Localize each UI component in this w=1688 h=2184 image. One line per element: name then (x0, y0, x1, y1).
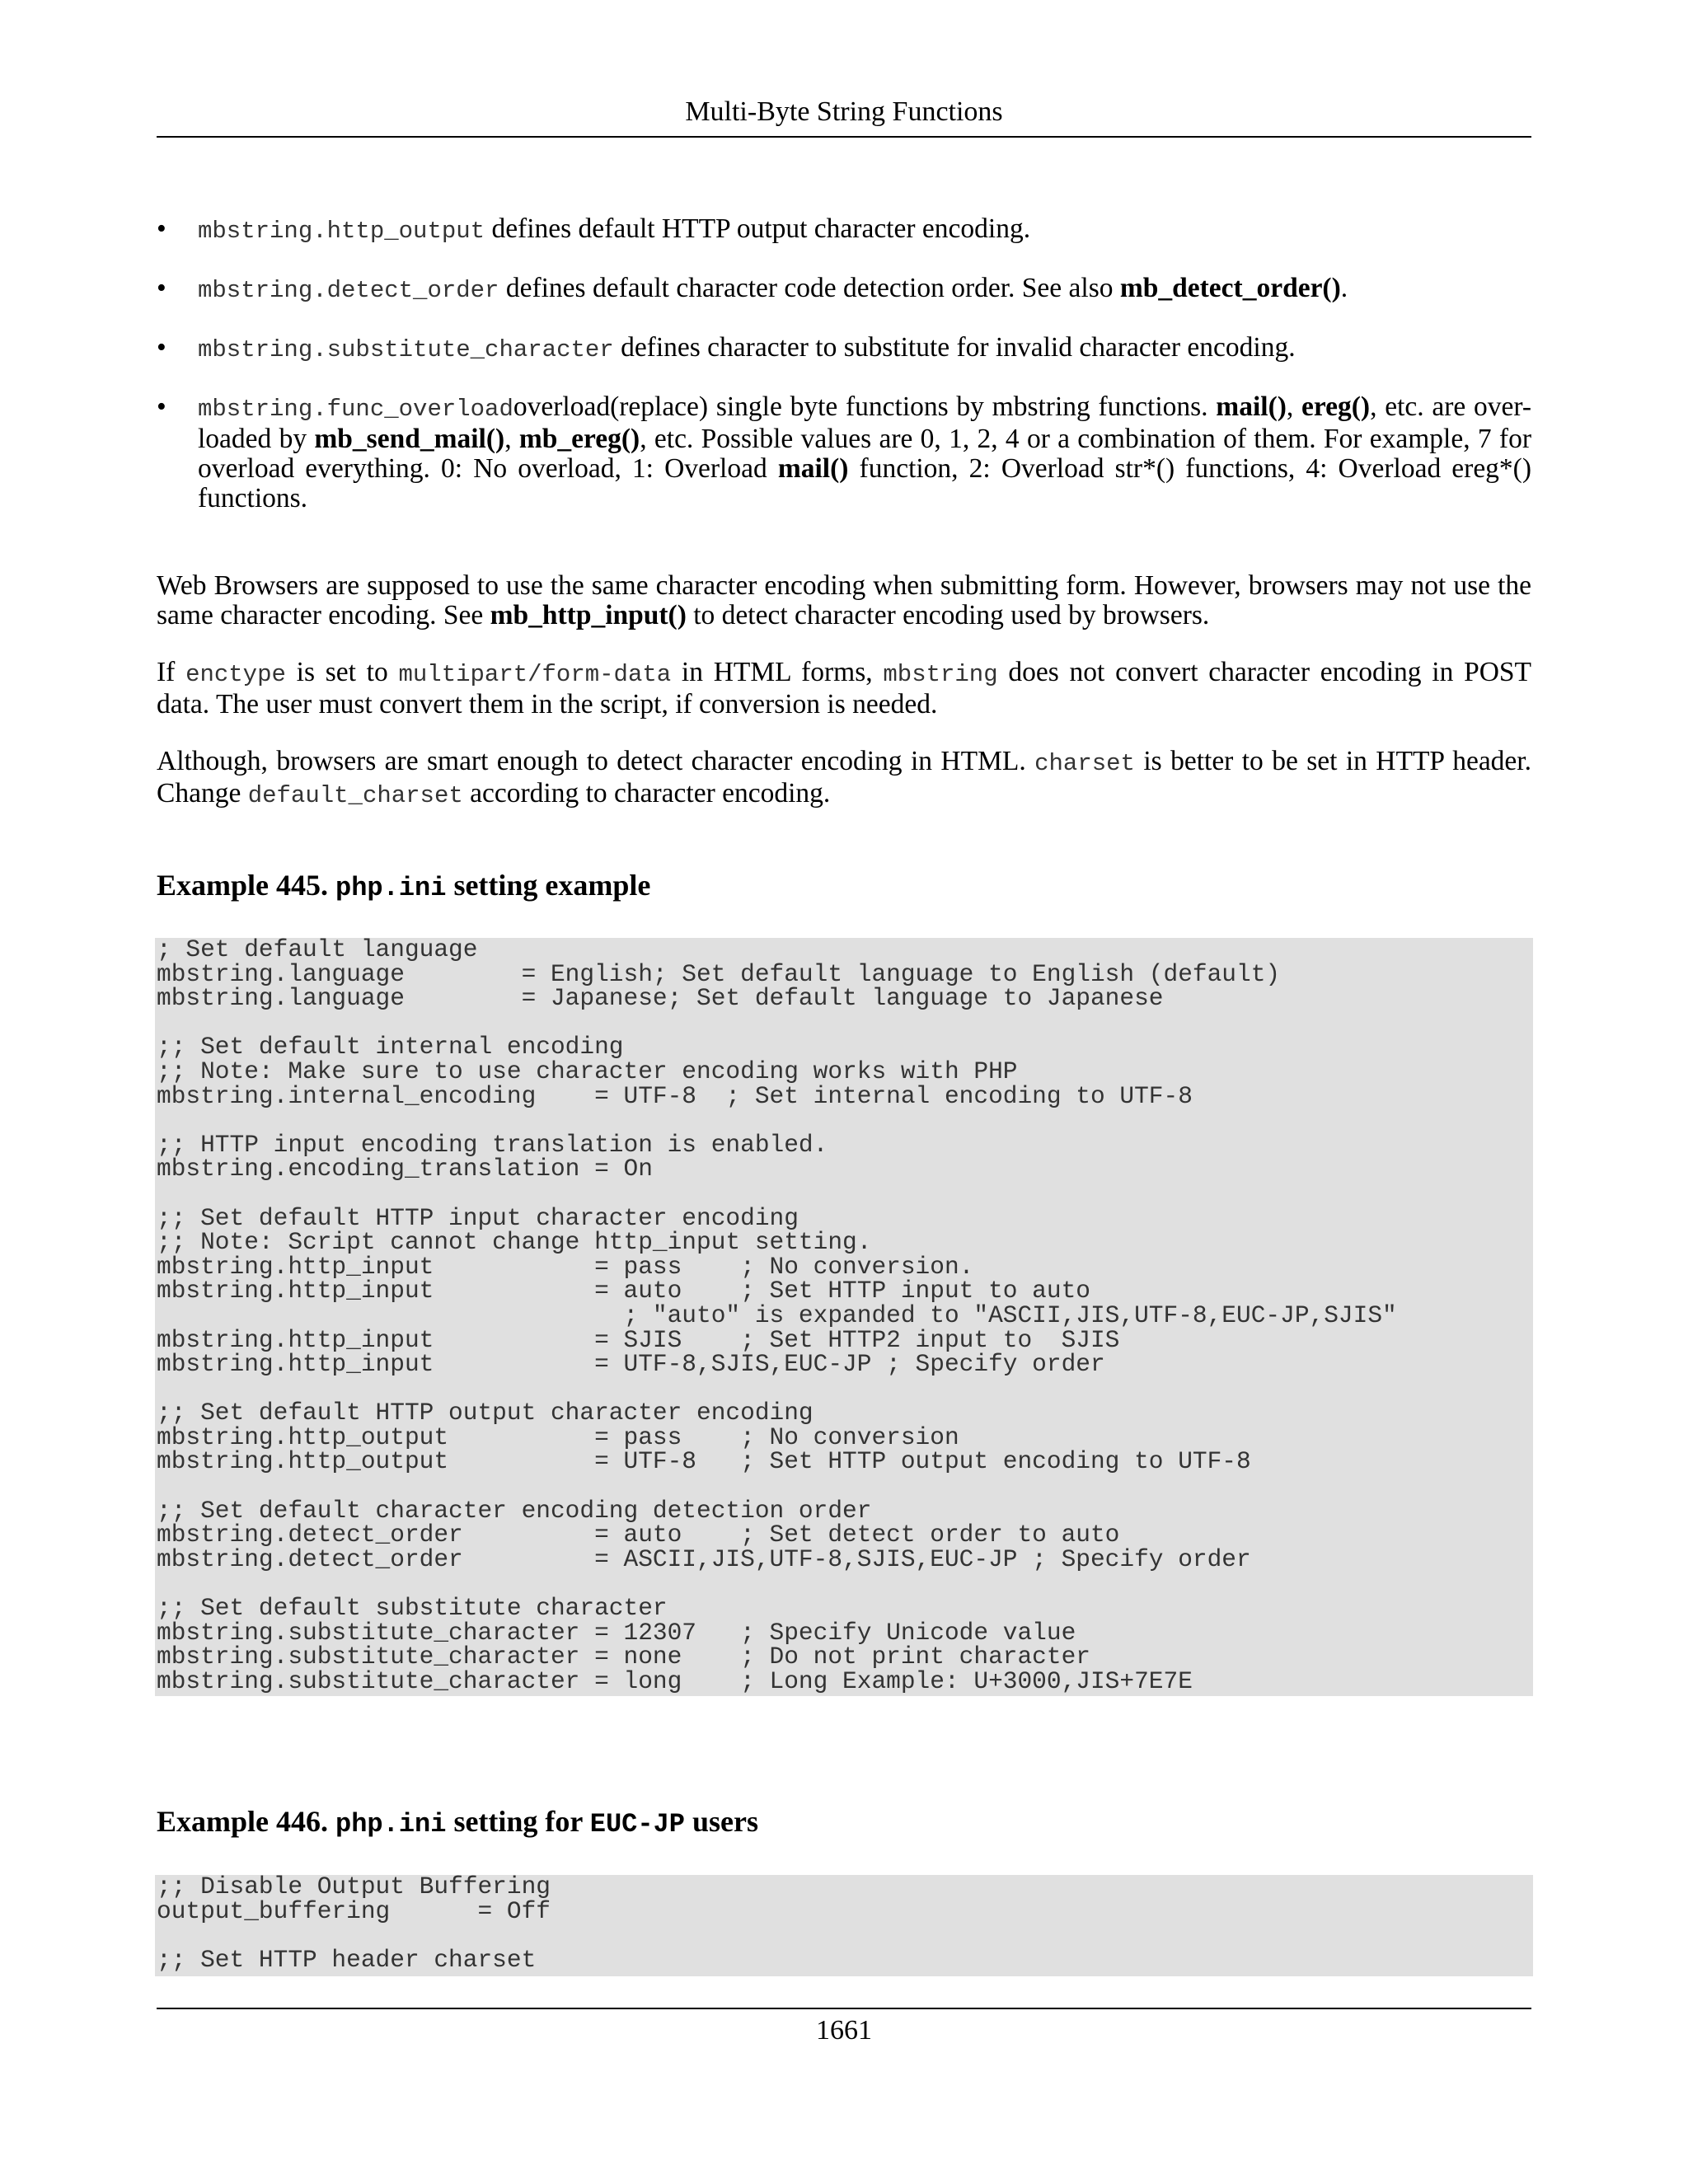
page-number: 1661 (816, 2015, 872, 2046)
text-run: , (504, 424, 519, 454)
page-header-title: Multi-Byte String Functions (685, 96, 1003, 127)
list-item (157, 333, 1531, 365)
example-445-title (157, 867, 1531, 907)
text-run: function, 2: Overload str*() functions, 4: Overload ereg*() functions. (198, 453, 1531, 513)
example-caption: setting example (446, 869, 651, 902)
paragraph (157, 658, 1531, 719)
inline-code: multipart/form-data (398, 661, 672, 688)
paragraph (157, 747, 1531, 811)
setting-description: defines character to substitute for invalid character encoding. (613, 332, 1296, 363)
inline-code: mbstring (883, 661, 998, 688)
text-run: does not convert character encoding in POST data. The user must convert them in the script, if conversion is needed. (157, 657, 1531, 719)
function-link[interactable]: mb_send_mail() (314, 424, 505, 454)
paragraph (157, 571, 1531, 630)
setting-description: defines default HTTP output character encoding. (485, 213, 1031, 244)
header-rule (157, 136, 1531, 138)
text-run: , etc. are over-loaded by (198, 391, 1532, 454)
text-run: overload(replace) single byte functions by mbstring functions. (513, 391, 1217, 422)
text-run: is set to (285, 657, 399, 687)
inline-code: default_charset (247, 782, 463, 809)
example-445-code-listing: ; Set default language mbstring.language = English; Set default language to English (default) mbstring.language = Japanese; Set default language to Japanese ;; Set default internal encoding ;; Note: Make sure to use character encoding works with PHP mbstring.internal_encoding = UTF-8 ; Set internal encoding to UTF-8 ;; HTTP input encoding translation is enabled. mbstring.encoding_translation = On ;; Set default HTTP input character encoding ;; Note: Script cannot change http_input setting. mbstring.http_input = pass ; No conversion. mbstring.http_input = auto ; Set HTTP input to auto ; "auto" is expanded to "ASCII,JIS,UTF-8,EUC-JP,SJIS" mbstring.http_input = SJIS ; Set HTTP2 input to SJIS mbstring.http_input = UTF-8,SJIS,EUC-JP ; Specify order ;; Set default HTTP output character encoding mbstring.http_output = pass ; No conversion mbstring.http_output = UTF-8 ; Set HTTP output encoding to UTF-8 ;; Set default character encoding detection order mbstring.detect_order = auto ; Set detect order to auto mbstring.detect_order = ASCII,JIS,UTF-8,SJIS,EUC-JP ; Specify order ;; Set default substitute character mbstring.substitute_character = 12307 ; Specify Unicode value mbstring.substitute_character = none ; Do not print character mbstring.substitute_character = long ; Long Example: U+3000,JIS+7E7E (155, 938, 1533, 1696)
inline-code: charset (1034, 750, 1135, 777)
setting-name: mbstring.detect_order (198, 277, 499, 304)
function-link[interactable]: mb_http_input() (490, 600, 687, 630)
bullet-icon: • (157, 273, 166, 303)
text-run: , etc. Possible values are 0, 1, 2, 4 or a combination of them. For example, 7 for overload everything. 0: No overload, 1: Overload (198, 424, 1531, 484)
example-label: Example 445. (157, 869, 336, 902)
function-link[interactable]: mail() (777, 453, 849, 484)
setting-name: mbstring.func_overload (198, 396, 513, 423)
text-run: If (157, 657, 186, 687)
list-item (157, 214, 1531, 246)
bullet-icon: • (157, 391, 166, 422)
punctuation: . (1340, 273, 1348, 303)
function-link[interactable]: mb_ereg() (518, 424, 640, 454)
example-446-title (157, 1803, 1531, 1843)
example-446-code-listing: ;; Disable Output Buffering output_buffering = Off ;; Set HTTP header charset (155, 1875, 1533, 1976)
bullet-icon: • (157, 213, 166, 244)
text-run: Web Browsers are supposed to use the same character encoding when submitting form. However, browsers may not use the same character encoding. See (157, 570, 1531, 630)
filename-code: php.ini (335, 873, 447, 903)
footer-rule (157, 2008, 1531, 2009)
function-link[interactable]: mb_detect_order() (1119, 273, 1341, 303)
text-run: in HTML forms, (671, 657, 884, 687)
setting-description: defines default character code detection order. See also (499, 273, 1120, 303)
text-run: to detect character encoding used by browsers. (686, 600, 1210, 630)
list-item (157, 274, 1531, 306)
list-item (157, 392, 1531, 513)
text-run: according to character encoding. (462, 778, 831, 808)
example-caption: users (684, 1805, 758, 1838)
text-run: Although, browsers are smart enough to detect character encoding in HTML. (157, 746, 1035, 776)
body-paragraphs (157, 571, 1531, 811)
text-run: is better to be set in HTTP header. Change (157, 746, 1531, 808)
text-run: , (1286, 391, 1302, 422)
setting-name: mbstring.http_output (198, 218, 485, 245)
setting-name: mbstring.substitute_character (198, 336, 614, 363)
function-link[interactable]: mail() (1216, 391, 1287, 422)
bullet-icon: • (157, 332, 166, 363)
encoding-code: EUC-JP (589, 1809, 685, 1840)
example-caption: setting for (446, 1805, 590, 1838)
filename-code: php.ini (335, 1809, 447, 1840)
inline-code: enctype (185, 661, 286, 688)
function-link[interactable]: ereg() (1301, 391, 1371, 422)
ini-settings-list (157, 214, 1531, 513)
main-content (157, 214, 1531, 811)
example-label: Example 446. (157, 1805, 336, 1838)
